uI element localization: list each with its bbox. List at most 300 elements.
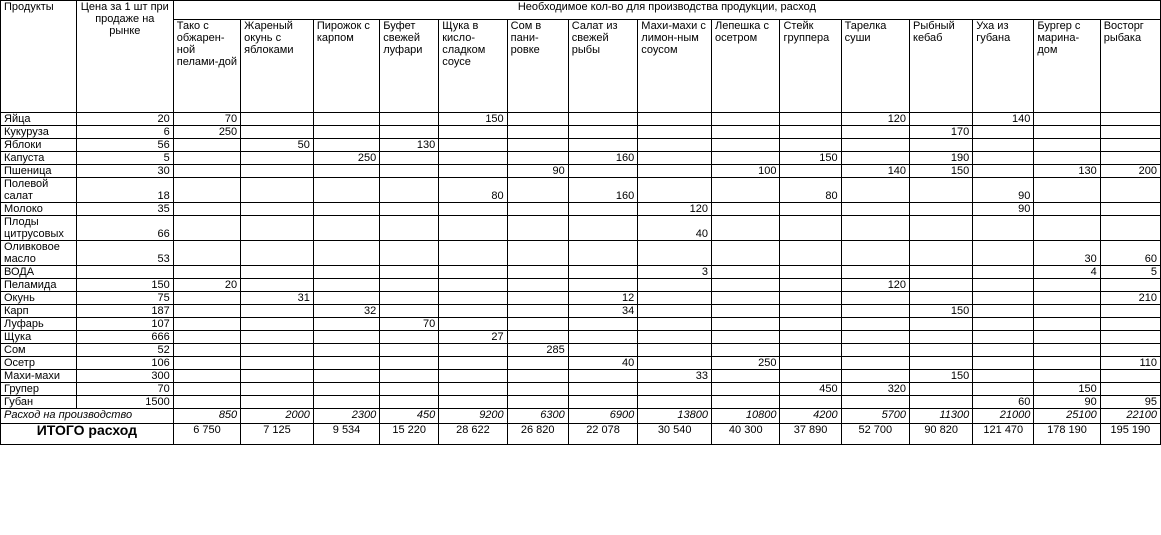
column-header-6: Салат из свежей рыбы	[568, 20, 638, 113]
row-label: Губан	[1, 396, 77, 409]
cell	[439, 152, 507, 165]
cell	[1034, 305, 1100, 318]
cell: 150	[1034, 383, 1100, 396]
cell: 250	[173, 126, 240, 139]
cell	[841, 241, 909, 266]
cell	[380, 331, 439, 344]
total-cell: 52 700	[841, 424, 909, 445]
row-label: Молоко	[1, 203, 77, 216]
cell	[507, 331, 568, 344]
cell	[439, 357, 507, 370]
cell	[910, 178, 973, 203]
cell	[973, 139, 1034, 152]
cell: 33	[638, 370, 712, 383]
cell	[841, 216, 909, 241]
cell	[1100, 279, 1160, 292]
cell	[380, 292, 439, 305]
cell	[1034, 216, 1100, 241]
cell: 170	[910, 126, 973, 139]
row-price: 666	[76, 331, 173, 344]
row-label: Осетр	[1, 357, 77, 370]
header-products: Продукты	[1, 1, 77, 113]
cell	[507, 318, 568, 331]
cell	[841, 357, 909, 370]
row-price: 20	[76, 113, 173, 126]
cell	[568, 165, 638, 178]
cell: 40	[638, 216, 712, 241]
cell	[910, 203, 973, 216]
cell	[780, 292, 841, 305]
row-price: 300	[76, 370, 173, 383]
cell	[712, 203, 780, 216]
cell	[1100, 383, 1160, 396]
cell	[973, 370, 1034, 383]
cell	[712, 331, 780, 344]
cell	[241, 396, 314, 409]
cell	[712, 396, 780, 409]
cell	[568, 266, 638, 279]
cell	[973, 344, 1034, 357]
cell	[973, 357, 1034, 370]
total-cell: 178 190	[1034, 424, 1100, 445]
row-label: Кукуруза	[1, 126, 77, 139]
cell	[241, 344, 314, 357]
cell: 70	[173, 113, 240, 126]
cell	[780, 370, 841, 383]
row-price: 35	[76, 203, 173, 216]
row-price: 107	[76, 318, 173, 331]
cell	[507, 266, 568, 279]
cell	[1034, 152, 1100, 165]
cell	[241, 113, 314, 126]
cell	[712, 344, 780, 357]
cell: 90	[973, 178, 1034, 203]
cell	[841, 203, 909, 216]
total-expense-row	[1, 424, 1161, 445]
total-label: ИТОГО расход	[1, 424, 174, 445]
row-price: 53	[76, 241, 173, 266]
cell	[241, 165, 314, 178]
cell	[313, 203, 379, 216]
table-title: Необходимое кол-во для производства продукции, расход	[173, 1, 1160, 20]
cell: 4	[1034, 266, 1100, 279]
cell	[568, 139, 638, 152]
cell	[780, 279, 841, 292]
cell	[439, 203, 507, 216]
cell	[1034, 344, 1100, 357]
cell	[173, 344, 240, 357]
cell: 150	[910, 305, 973, 318]
cell: 110	[1100, 357, 1160, 370]
cell	[1034, 370, 1100, 383]
cell	[507, 241, 568, 266]
expense-cell: 2300	[313, 409, 379, 424]
cell	[910, 344, 973, 357]
cell: 50	[241, 139, 314, 152]
cell	[380, 305, 439, 318]
row-label: Групер	[1, 383, 77, 396]
row-price: 75	[76, 292, 173, 305]
cell	[507, 357, 568, 370]
column-header-10: Тарелка суши	[841, 20, 909, 113]
cell	[1100, 178, 1160, 203]
cell	[638, 292, 712, 305]
cell	[173, 266, 240, 279]
cell	[173, 357, 240, 370]
cell	[712, 305, 780, 318]
cell: 80	[439, 178, 507, 203]
cell: 160	[568, 178, 638, 203]
cell	[380, 178, 439, 203]
cell: 120	[841, 279, 909, 292]
row-price: 56	[76, 139, 173, 152]
cell	[568, 241, 638, 266]
table-row	[1, 279, 1161, 292]
cell	[712, 318, 780, 331]
cell	[568, 279, 638, 292]
column-header-0: Тако с обжарен-ной пелами-дой	[173, 20, 240, 113]
row-label: Яблоки	[1, 139, 77, 152]
cell	[507, 216, 568, 241]
cell	[780, 241, 841, 266]
column-header-8: Лепешка с осетром	[712, 20, 780, 113]
cell	[910, 292, 973, 305]
cell: 60	[973, 396, 1034, 409]
cell	[638, 113, 712, 126]
cell	[313, 370, 379, 383]
cell: 190	[910, 152, 973, 165]
cell	[841, 370, 909, 383]
cell	[910, 279, 973, 292]
expense-cell: 25100	[1034, 409, 1100, 424]
cell: 120	[841, 113, 909, 126]
cell	[507, 396, 568, 409]
row-label: Пшеница	[1, 165, 77, 178]
cell	[780, 139, 841, 152]
cell	[973, 292, 1034, 305]
cell	[439, 165, 507, 178]
cell	[973, 266, 1034, 279]
cell	[638, 396, 712, 409]
cell	[712, 216, 780, 241]
cell	[1034, 139, 1100, 152]
cell: 250	[712, 357, 780, 370]
cell	[568, 113, 638, 126]
cell	[507, 139, 568, 152]
cell	[568, 383, 638, 396]
cell	[568, 344, 638, 357]
cell	[638, 279, 712, 292]
cell	[568, 216, 638, 241]
cell: 150	[910, 370, 973, 383]
cell	[1034, 279, 1100, 292]
cell	[973, 152, 1034, 165]
cell	[568, 396, 638, 409]
table-row	[1, 318, 1161, 331]
cell	[507, 279, 568, 292]
row-price: 52	[76, 344, 173, 357]
cell	[780, 266, 841, 279]
row-label: Сом	[1, 344, 77, 357]
row-label: Пеламида	[1, 279, 77, 292]
column-header-13: Бургер с марина-дом	[1034, 20, 1100, 113]
cell	[841, 396, 909, 409]
cell	[439, 216, 507, 241]
cell	[241, 266, 314, 279]
expense-cell: 9200	[439, 409, 507, 424]
cell	[638, 152, 712, 165]
cell	[313, 241, 379, 266]
row-label: Щука	[1, 331, 77, 344]
cell	[241, 203, 314, 216]
cell	[380, 370, 439, 383]
cell	[780, 331, 841, 344]
cell	[380, 279, 439, 292]
cell	[313, 139, 379, 152]
cell	[712, 266, 780, 279]
cell	[973, 216, 1034, 241]
cell	[439, 318, 507, 331]
cell	[841, 305, 909, 318]
total-cell: 6 750	[173, 424, 240, 445]
total-cell: 30 540	[638, 424, 712, 445]
total-cell: 28 622	[439, 424, 507, 445]
cell	[712, 139, 780, 152]
table-row	[1, 216, 1161, 241]
cell: 140	[973, 113, 1034, 126]
cell	[380, 396, 439, 409]
cell	[638, 383, 712, 396]
cell	[380, 344, 439, 357]
expense-label: Расход на производство	[1, 409, 174, 424]
row-label: Яйца	[1, 113, 77, 126]
cell	[173, 292, 240, 305]
column-header-12: Уха из губана	[973, 20, 1034, 113]
cell	[507, 305, 568, 318]
cell	[1100, 152, 1160, 165]
cell	[841, 331, 909, 344]
cell	[638, 139, 712, 152]
cell	[973, 126, 1034, 139]
cell	[173, 318, 240, 331]
cell: 12	[568, 292, 638, 305]
cell	[712, 370, 780, 383]
cell	[241, 216, 314, 241]
cell	[173, 331, 240, 344]
cell	[380, 126, 439, 139]
cell	[638, 344, 712, 357]
row-label: Плоды цитрусовых	[1, 216, 77, 241]
cell: 320	[841, 383, 909, 396]
row-label: Полевой салат	[1, 178, 77, 203]
cell	[507, 113, 568, 126]
cell: 130	[380, 139, 439, 152]
production-expense-row	[1, 409, 1161, 424]
column-header-1: Жареный окунь с яблоками	[241, 20, 314, 113]
cell	[638, 126, 712, 139]
column-header-5: Сом в пани-ровке	[507, 20, 568, 113]
row-label: Капуста	[1, 152, 77, 165]
cell: 40	[568, 357, 638, 370]
cell	[973, 279, 1034, 292]
cell: 80	[780, 178, 841, 203]
cell	[1100, 318, 1160, 331]
table-row	[1, 357, 1161, 370]
cell	[638, 318, 712, 331]
cell: 250	[313, 152, 379, 165]
cell	[313, 165, 379, 178]
cell	[638, 165, 712, 178]
cell	[241, 241, 314, 266]
cell	[439, 279, 507, 292]
cell	[439, 266, 507, 279]
cell	[507, 126, 568, 139]
cell: 150	[780, 152, 841, 165]
cell	[380, 357, 439, 370]
column-header-9: Стейк группера	[780, 20, 841, 113]
expense-cell: 2000	[241, 409, 314, 424]
table-row	[1, 203, 1161, 216]
cell	[973, 165, 1034, 178]
cell	[910, 396, 973, 409]
cell	[712, 178, 780, 203]
cell	[841, 139, 909, 152]
cell	[1034, 331, 1100, 344]
cell	[1100, 126, 1160, 139]
expense-cell: 13800	[638, 409, 712, 424]
cell	[313, 279, 379, 292]
cell	[973, 305, 1034, 318]
cell	[780, 203, 841, 216]
cell	[780, 344, 841, 357]
cell: 130	[1034, 165, 1100, 178]
cell	[973, 318, 1034, 331]
cell: 150	[910, 165, 973, 178]
cell	[712, 152, 780, 165]
cell	[568, 318, 638, 331]
cell	[439, 383, 507, 396]
column-header-row	[1, 20, 1161, 113]
cell	[439, 241, 507, 266]
cell	[712, 279, 780, 292]
cell	[173, 216, 240, 241]
cell	[841, 318, 909, 331]
cell	[173, 305, 240, 318]
cell	[1100, 216, 1160, 241]
cell: 160	[568, 152, 638, 165]
cell	[313, 216, 379, 241]
cell	[780, 216, 841, 241]
cell	[439, 305, 507, 318]
total-cell: 195 190	[1100, 424, 1160, 445]
cell	[380, 241, 439, 266]
row-label: ВОДА	[1, 266, 77, 279]
cell	[313, 331, 379, 344]
row-label: Оливковое масло	[1, 241, 77, 266]
cell	[910, 139, 973, 152]
expense-cell: 5700	[841, 409, 909, 424]
row-label: Окунь	[1, 292, 77, 305]
cell	[173, 396, 240, 409]
column-header-14: Восторг рыбака	[1100, 20, 1160, 113]
cell	[780, 165, 841, 178]
table-row	[1, 331, 1161, 344]
table-row	[1, 292, 1161, 305]
expense-cell: 11300	[910, 409, 973, 424]
cell	[313, 383, 379, 396]
cell	[1034, 178, 1100, 203]
table-row	[1, 396, 1161, 409]
cell	[241, 331, 314, 344]
total-cell: 7 125	[241, 424, 314, 445]
cell: 90	[973, 203, 1034, 216]
cell	[1034, 126, 1100, 139]
table-row	[1, 126, 1161, 139]
cell	[380, 113, 439, 126]
cell	[507, 292, 568, 305]
table-row	[1, 344, 1161, 357]
cell	[313, 396, 379, 409]
cell	[439, 126, 507, 139]
cell	[568, 331, 638, 344]
cell	[780, 126, 841, 139]
table-row	[1, 266, 1161, 279]
cell: 210	[1100, 292, 1160, 305]
cell: 140	[841, 165, 909, 178]
cell	[173, 203, 240, 216]
row-price: 66	[76, 216, 173, 241]
total-cell: 26 820	[507, 424, 568, 445]
expense-cell: 21000	[973, 409, 1034, 424]
cell	[439, 344, 507, 357]
cell	[910, 383, 973, 396]
cell	[313, 344, 379, 357]
row-label: Махи-махи	[1, 370, 77, 383]
cell	[712, 126, 780, 139]
cell: 95	[1100, 396, 1160, 409]
header-price: Цена за 1 шт при продаже на рынке	[76, 1, 173, 113]
cell	[173, 383, 240, 396]
cell	[910, 318, 973, 331]
cell	[241, 305, 314, 318]
cell	[313, 266, 379, 279]
column-header-2: Пирожок с карпом	[313, 20, 379, 113]
cell	[313, 126, 379, 139]
cell	[568, 126, 638, 139]
cell	[712, 113, 780, 126]
cell	[313, 178, 379, 203]
cell	[241, 279, 314, 292]
cell	[973, 383, 1034, 396]
cell	[910, 357, 973, 370]
cell	[841, 178, 909, 203]
cell: 34	[568, 305, 638, 318]
cell	[439, 292, 507, 305]
cell	[241, 126, 314, 139]
cell	[1100, 370, 1160, 383]
cell	[1100, 305, 1160, 318]
table-row	[1, 139, 1161, 152]
cell	[439, 396, 507, 409]
cell	[380, 203, 439, 216]
cell: 100	[712, 165, 780, 178]
cell	[780, 113, 841, 126]
cell	[241, 370, 314, 383]
table-row	[1, 241, 1161, 266]
expense-cell: 10800	[712, 409, 780, 424]
cell: 200	[1100, 165, 1160, 178]
expense-cell: 22100	[1100, 409, 1160, 424]
